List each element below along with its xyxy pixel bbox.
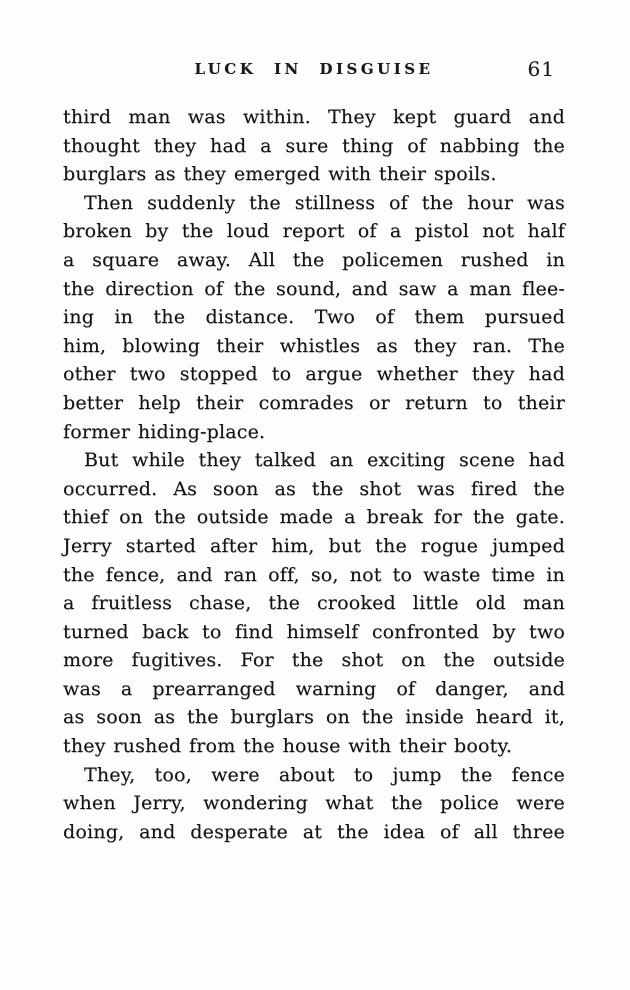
text-line: doing, and desperate at the idea of all three xyxy=(63,820,565,843)
text-line: former hiding-place. xyxy=(63,420,266,443)
text-line: broken by the loud report of a pistol not half xyxy=(63,220,565,243)
text-line: thought they had a sure thing of nabbing the xyxy=(63,134,565,157)
text-line: when Jerry, wondering what the police were xyxy=(63,792,565,815)
text-line: thief on the outside made a break for the gate. xyxy=(63,506,565,529)
text-line: a fruitless chase, the crooked little old man xyxy=(63,592,565,615)
page-number: 61 xyxy=(527,57,555,81)
text-line: more fugitives. For the shot on the outside xyxy=(63,649,565,672)
text-line: ing in the distance. Two of them pursued xyxy=(63,306,565,329)
page-header xyxy=(63,57,565,84)
body-text xyxy=(63,103,565,846)
text-line: him, blowing their whistles as they ran. The xyxy=(63,334,565,357)
text-line: other two stopped to argue whether they had xyxy=(63,363,565,386)
running-title: LUCK IN DISGUISE xyxy=(194,60,434,78)
text-line: third man was within. They kept guard and xyxy=(63,106,565,128)
text-line: a square away. All the policemen rushed in xyxy=(63,248,565,271)
text-line: was a prearranged warning of danger, and xyxy=(63,677,565,700)
text-line: But while they talked an exciting scene had xyxy=(84,449,565,472)
text-line: the fence, and ran off, so, not to waste time in xyxy=(63,563,565,586)
text-line: burglars as they emerged with their spoils. xyxy=(63,163,497,186)
text-line: better help their comrades or return to their xyxy=(63,391,565,414)
text-line: turned back to find himself confronted by two xyxy=(63,620,565,643)
text-line: Then suddenly the stillness of the hour was xyxy=(84,191,565,214)
text-line: Jerry started after him, but the rogue jumped xyxy=(63,534,565,557)
text-line: they rushed from the house with their booty. xyxy=(63,735,513,758)
text-line: They, too, were about to jump the fence xyxy=(84,763,565,786)
text-line: the direction of the sound, and saw a man flee- xyxy=(63,277,565,300)
text-line: occurred. As soon as the shot was fired the xyxy=(63,477,565,500)
text-line: as soon as the burglars on the inside heard it, xyxy=(63,706,565,729)
